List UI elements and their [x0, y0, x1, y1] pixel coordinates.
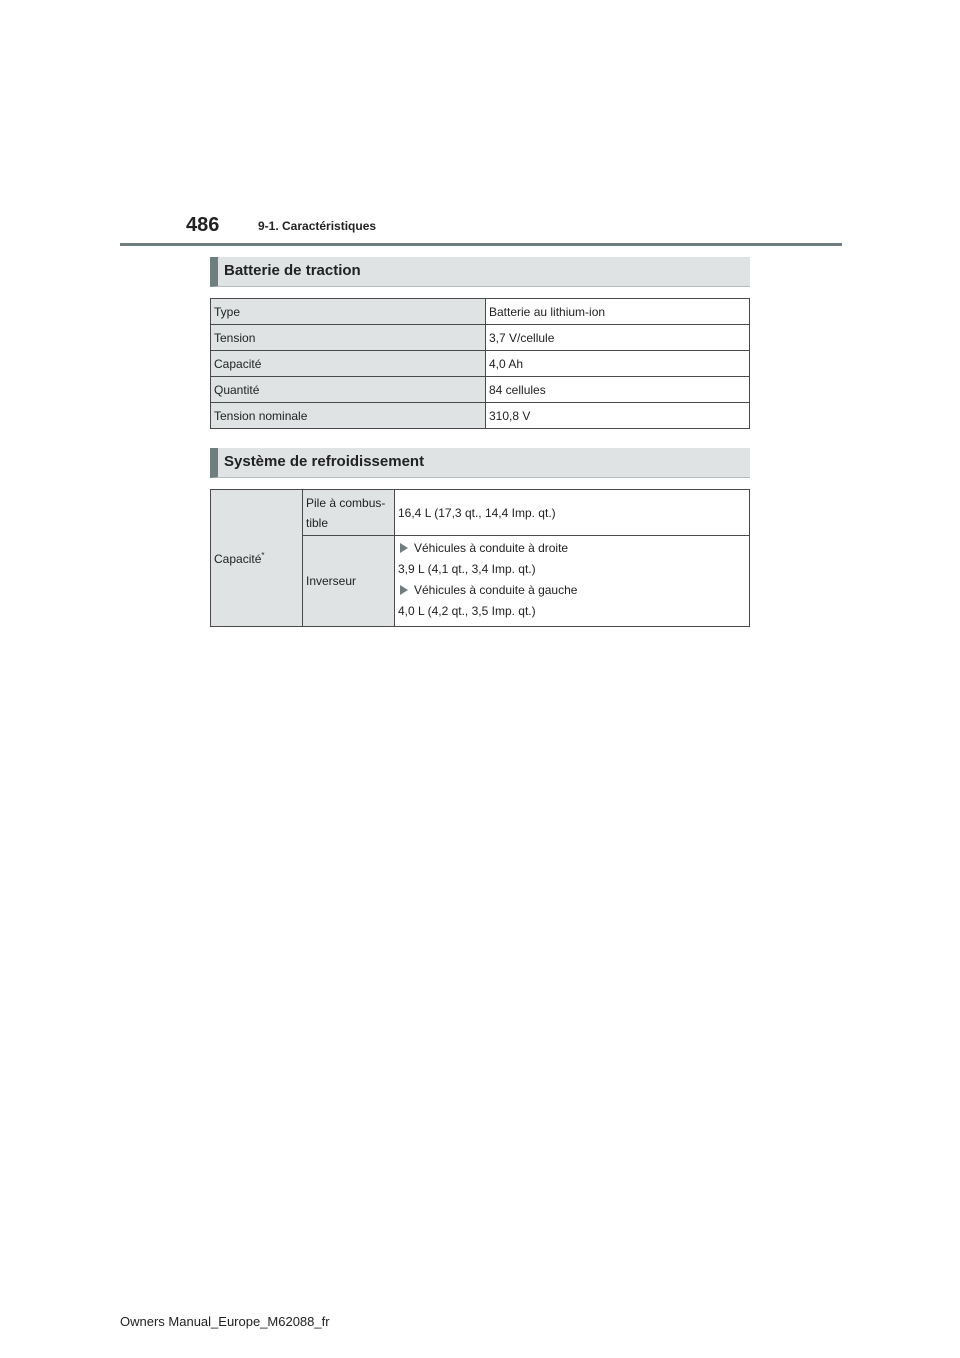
- lhd-value: 4,0 L (4,2 qt., 3,5 Imp. qt.): [398, 604, 536, 618]
- row-value: 310,8 V: [486, 403, 750, 429]
- lhd-item: [398, 580, 746, 601]
- row-value: Batterie au lithium-ion: [486, 299, 750, 325]
- lhd-label: Véhicules à conduite à gauche: [414, 583, 578, 597]
- row-value: 4,0 Ah: [486, 351, 750, 377]
- engine-value: 16,4 L (17,3 qt., 14,4 Imp. qt.): [395, 490, 750, 536]
- page-number: 486: [186, 214, 220, 236]
- triangle-bullet-icon: [400, 585, 408, 595]
- engine-label-line: tible: [306, 515, 329, 530]
- inverter-values: [395, 536, 750, 627]
- rhd-item: [398, 538, 746, 559]
- table-row: [211, 325, 750, 351]
- cooling-system-heading: Système de refroidissement: [210, 448, 750, 478]
- row-label: Type: [211, 299, 486, 325]
- engine-label-cell: [303, 490, 395, 536]
- engine-label-line: Pile à combus-: [306, 495, 386, 510]
- table-row: [211, 403, 750, 429]
- rhd-label: Véhicules à conduite à droite: [414, 541, 569, 555]
- inverter-label: Inverseur: [303, 536, 395, 627]
- row-label: Tension nominale: [211, 403, 486, 429]
- cooling-system-table: [210, 489, 750, 627]
- table-row: [211, 490, 750, 536]
- capacity-label: Capacité: [214, 551, 262, 566]
- row-label: Capacité: [211, 351, 486, 377]
- row-label: Tension: [211, 325, 486, 351]
- section-title: 9-1. Caractéristiques: [258, 219, 377, 233]
- rhd-value: 3,9 L (4,1 qt., 3,4 Imp. qt.): [398, 562, 536, 576]
- row-value: 84 cellules: [486, 377, 750, 403]
- row-label: Quantité: [211, 377, 486, 403]
- traction-battery-table: [210, 298, 750, 429]
- table-row: [211, 351, 750, 377]
- table-row: [211, 377, 750, 403]
- capacity-label-cell: [211, 490, 303, 627]
- triangle-bullet-icon: [400, 543, 408, 553]
- header-divider: [120, 243, 842, 246]
- footer-text: Owners Manual_Europe_M62088_fr: [120, 1314, 330, 1329]
- footnote-mark: *: [261, 550, 265, 560]
- traction-battery-heading: Batterie de traction: [210, 257, 750, 287]
- row-value: 3,7 V/cellule: [486, 325, 750, 351]
- table-row: [211, 299, 750, 325]
